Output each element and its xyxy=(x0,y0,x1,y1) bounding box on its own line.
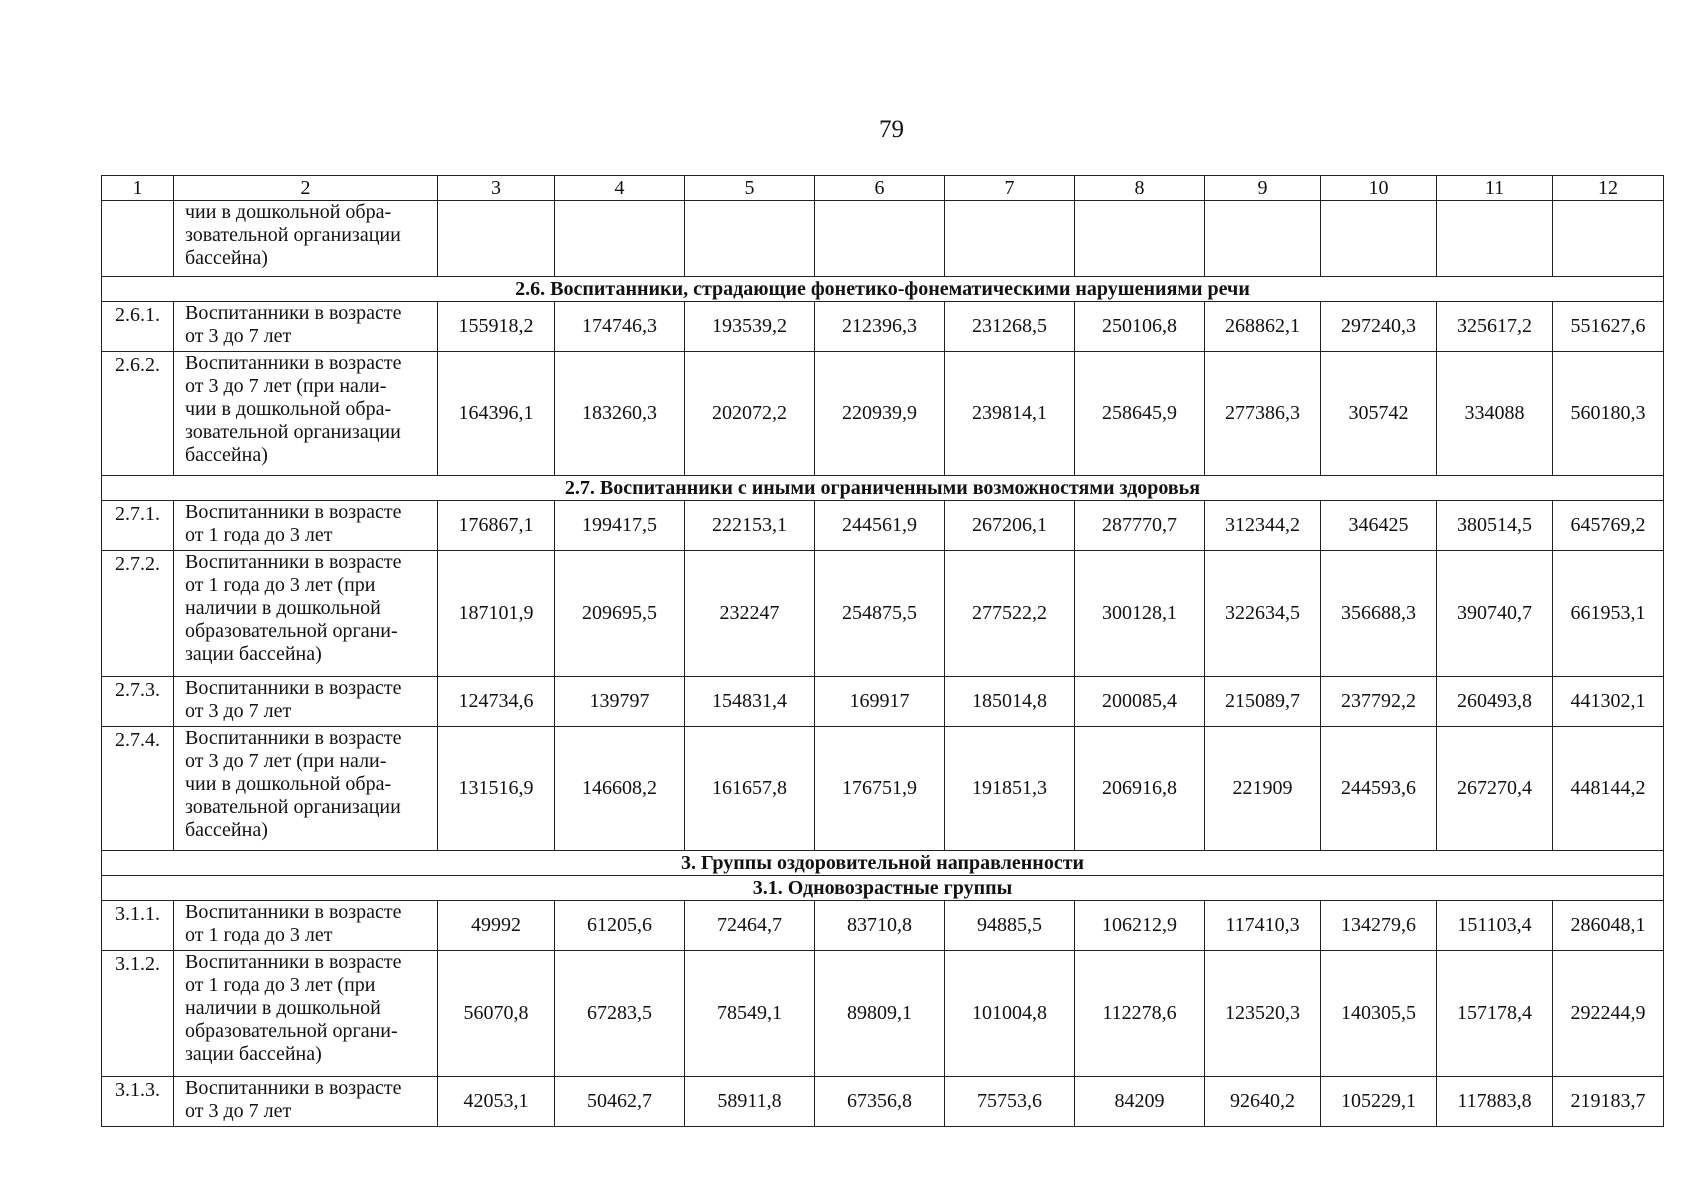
column-number-8: 8 xyxy=(1075,176,1205,201)
row-number: 2.7.4. xyxy=(102,727,174,851)
value-cell-col-12: 286048,1 xyxy=(1553,901,1664,951)
row-description: Воспитанники в возрасте от 3 до 7 лет (при нали- чии в дошкольной обра- зовательной организации бассейна) xyxy=(174,352,438,476)
value-cell-col-12: 448144,2 xyxy=(1553,727,1664,851)
value-cell-col-4: 50462,7 xyxy=(555,1077,685,1127)
value-cell-col-10: 297240,3 xyxy=(1321,302,1437,352)
row-number xyxy=(102,201,174,277)
value-cell-col-7: 94885,5 xyxy=(945,901,1075,951)
table-row xyxy=(102,677,1664,727)
row-number: 2.6.2. xyxy=(102,352,174,476)
section-title: 3.1. Одновозрастные группы xyxy=(102,876,1664,901)
section-header-row xyxy=(102,851,1664,876)
value-cell-col-5: 232247 xyxy=(685,551,815,677)
value-cell-col-12: 560180,3 xyxy=(1553,352,1664,476)
value-cell-col-8 xyxy=(1075,201,1205,277)
column-number-3: 3 xyxy=(438,176,555,201)
table-body xyxy=(102,176,1664,1127)
value-cell-col-3 xyxy=(438,201,555,277)
value-cell-col-7: 267206,1 xyxy=(945,501,1075,551)
value-cell-col-10: 346425 xyxy=(1321,501,1437,551)
row-description: Воспитанники в возрасте от 3 до 7 лет (при нали- чии в дошкольной обра- зовательной организации бассейна) xyxy=(174,727,438,851)
value-cell-col-4: 146608,2 xyxy=(555,727,685,851)
row-description: Воспитанники в возрасте от 3 до 7 лет xyxy=(174,677,438,727)
value-cell-col-9: 123520,3 xyxy=(1205,951,1321,1077)
value-cell-col-11: 334088 xyxy=(1437,352,1553,476)
value-cell-col-6: 67356,8 xyxy=(815,1077,945,1127)
table-row xyxy=(102,1077,1664,1127)
section-header-row xyxy=(102,476,1664,501)
column-number-5: 5 xyxy=(685,176,815,201)
value-cell-col-11: 390740,7 xyxy=(1437,551,1553,677)
tariff-table xyxy=(101,175,1664,1127)
section-header-row xyxy=(102,876,1664,901)
value-cell-col-10: 140305,5 xyxy=(1321,951,1437,1077)
value-cell-col-12 xyxy=(1553,201,1664,277)
value-cell-col-4 xyxy=(555,201,685,277)
value-cell-col-4: 67283,5 xyxy=(555,951,685,1077)
row-number: 2.7.1. xyxy=(102,501,174,551)
row-description: Воспитанники в возрасте от 1 года до 3 лет (при наличии в дошкольной образовательной органи- зации бассейна) xyxy=(174,551,438,677)
table-row xyxy=(102,201,1664,277)
value-cell-col-5: 193539,2 xyxy=(685,302,815,352)
value-cell-col-3: 49992 xyxy=(438,901,555,951)
row-description: чии в дошкольной обра- зовательной организации бассейна) xyxy=(174,201,438,277)
value-cell-col-11: 325617,2 xyxy=(1437,302,1553,352)
column-number-9: 9 xyxy=(1205,176,1321,201)
value-cell-col-11: 157178,4 xyxy=(1437,951,1553,1077)
column-number-12: 12 xyxy=(1553,176,1664,201)
value-cell-col-3: 155918,2 xyxy=(438,302,555,352)
value-cell-col-4: 183260,3 xyxy=(555,352,685,476)
value-cell-col-9: 215089,7 xyxy=(1205,677,1321,727)
value-cell-col-5: 202072,2 xyxy=(685,352,815,476)
value-cell-col-9: 312344,2 xyxy=(1205,501,1321,551)
column-number-11: 11 xyxy=(1437,176,1553,201)
row-number: 2.6.1. xyxy=(102,302,174,352)
table-row xyxy=(102,727,1664,851)
table-row xyxy=(102,352,1664,476)
value-cell-col-3: 42053,1 xyxy=(438,1077,555,1127)
value-cell-col-10: 305742 xyxy=(1321,352,1437,476)
column-number-7: 7 xyxy=(945,176,1075,201)
value-cell-col-6: 244561,9 xyxy=(815,501,945,551)
value-cell-col-3: 164396,1 xyxy=(438,352,555,476)
value-cell-col-10: 237792,2 xyxy=(1321,677,1437,727)
value-cell-col-8: 200085,4 xyxy=(1075,677,1205,727)
section-title: 3. Группы оздоровительной направленности xyxy=(102,851,1664,876)
value-cell-col-6: 220939,9 xyxy=(815,352,945,476)
value-cell-col-8: 84209 xyxy=(1075,1077,1205,1127)
value-cell-col-7: 239814,1 xyxy=(945,352,1075,476)
value-cell-col-7: 101004,8 xyxy=(945,951,1075,1077)
section-title: 2.6. Воспитанники, страдающие фонетико-фонематическими нарушениями речи xyxy=(102,277,1664,302)
value-cell-col-7: 277522,2 xyxy=(945,551,1075,677)
value-cell-col-10: 244593,6 xyxy=(1321,727,1437,851)
value-cell-col-10: 356688,3 xyxy=(1321,551,1437,677)
section-title: 2.7. Воспитанники с иными ограниченными возможностями здоровья xyxy=(102,476,1664,501)
row-number: 2.7.2. xyxy=(102,551,174,677)
value-cell-col-3: 187101,9 xyxy=(438,551,555,677)
row-number: 3.1.3. xyxy=(102,1077,174,1127)
value-cell-col-5: 78549,1 xyxy=(685,951,815,1077)
value-cell-col-8: 250106,8 xyxy=(1075,302,1205,352)
column-number-6: 6 xyxy=(815,176,945,201)
value-cell-col-4: 199417,5 xyxy=(555,501,685,551)
value-cell-col-8: 287770,7 xyxy=(1075,501,1205,551)
value-cell-col-9: 322634,5 xyxy=(1205,551,1321,677)
value-cell-col-11: 151103,4 xyxy=(1437,901,1553,951)
value-cell-col-7 xyxy=(945,201,1075,277)
value-cell-col-3: 131516,9 xyxy=(438,727,555,851)
value-cell-col-4: 139797 xyxy=(555,677,685,727)
value-cell-col-11: 380514,5 xyxy=(1437,501,1553,551)
value-cell-col-6: 176751,9 xyxy=(815,727,945,851)
value-cell-col-8: 106212,9 xyxy=(1075,901,1205,951)
value-cell-col-8: 258645,9 xyxy=(1075,352,1205,476)
column-number-10: 10 xyxy=(1321,176,1437,201)
value-cell-col-10: 105229,1 xyxy=(1321,1077,1437,1127)
value-cell-col-3: 124734,6 xyxy=(438,677,555,727)
section-header-row xyxy=(102,277,1664,302)
value-cell-col-6: 254875,5 xyxy=(815,551,945,677)
value-cell-col-10 xyxy=(1321,201,1437,277)
value-cell-col-12: 219183,7 xyxy=(1553,1077,1664,1127)
value-cell-col-5: 58911,8 xyxy=(685,1077,815,1127)
value-cell-col-6: 169917 xyxy=(815,677,945,727)
value-cell-col-9: 221909 xyxy=(1205,727,1321,851)
value-cell-col-5: 154831,4 xyxy=(685,677,815,727)
row-description: Воспитанники в возрасте от 1 года до 3 лет (при наличии в дошкольной образовательной органи- зации бассейна) xyxy=(174,951,438,1077)
value-cell-col-10: 134279,6 xyxy=(1321,901,1437,951)
row-number: 2.7.3. xyxy=(102,677,174,727)
row-description: Воспитанники в возрасте от 3 до 7 лет xyxy=(174,302,438,352)
value-cell-col-4: 174746,3 xyxy=(555,302,685,352)
value-cell-col-4: 61205,6 xyxy=(555,901,685,951)
value-cell-col-8: 300128,1 xyxy=(1075,551,1205,677)
value-cell-col-6: 89809,1 xyxy=(815,951,945,1077)
table-row xyxy=(102,501,1664,551)
table-row xyxy=(102,901,1664,951)
page-number: 79 xyxy=(879,116,904,143)
value-cell-col-9: 92640,2 xyxy=(1205,1077,1321,1127)
row-description: Воспитанники в возрасте от 1 года до 3 лет xyxy=(174,501,438,551)
value-cell-col-7: 185014,8 xyxy=(945,677,1075,727)
value-cell-col-11: 260493,8 xyxy=(1437,677,1553,727)
value-cell-col-6: 212396,3 xyxy=(815,302,945,352)
value-cell-col-3: 56070,8 xyxy=(438,951,555,1077)
value-cell-col-3: 176867,1 xyxy=(438,501,555,551)
value-cell-col-11: 267270,4 xyxy=(1437,727,1553,851)
row-number: 3.1.2. xyxy=(102,951,174,1077)
value-cell-col-9: 268862,1 xyxy=(1205,302,1321,352)
value-cell-col-5: 222153,1 xyxy=(685,501,815,551)
column-number-4: 4 xyxy=(555,176,685,201)
value-cell-col-5: 161657,8 xyxy=(685,727,815,851)
value-cell-col-12: 645769,2 xyxy=(1553,501,1664,551)
value-cell-col-6 xyxy=(815,201,945,277)
table-row xyxy=(102,951,1664,1077)
column-number-1: 1 xyxy=(102,176,174,201)
value-cell-col-12: 441302,1 xyxy=(1553,677,1664,727)
value-cell-col-7: 231268,5 xyxy=(945,302,1075,352)
table-row xyxy=(102,551,1664,677)
value-cell-col-9: 117410,3 xyxy=(1205,901,1321,951)
value-cell-col-7: 75753,6 xyxy=(945,1077,1075,1127)
value-cell-col-5: 72464,7 xyxy=(685,901,815,951)
value-cell-col-11: 117883,8 xyxy=(1437,1077,1553,1127)
value-cell-col-8: 206916,8 xyxy=(1075,727,1205,851)
row-number: 3.1.1. xyxy=(102,901,174,951)
value-cell-col-12: 292244,9 xyxy=(1553,951,1664,1077)
column-number-row xyxy=(102,176,1664,201)
row-description: Воспитанники в возрасте от 1 года до 3 лет xyxy=(174,901,438,951)
table-row xyxy=(102,302,1664,352)
value-cell-col-6: 83710,8 xyxy=(815,901,945,951)
column-number-2: 2 xyxy=(174,176,438,201)
value-cell-col-4: 209695,5 xyxy=(555,551,685,677)
value-cell-col-12: 661953,1 xyxy=(1553,551,1664,677)
row-description: Воспитанники в возрасте от 3 до 7 лет xyxy=(174,1077,438,1127)
value-cell-col-11 xyxy=(1437,201,1553,277)
value-cell-col-8: 112278,6 xyxy=(1075,951,1205,1077)
value-cell-col-9 xyxy=(1205,201,1321,277)
value-cell-col-5 xyxy=(685,201,815,277)
value-cell-col-12: 551627,6 xyxy=(1553,302,1664,352)
value-cell-col-9: 277386,3 xyxy=(1205,352,1321,476)
value-cell-col-7: 191851,3 xyxy=(945,727,1075,851)
